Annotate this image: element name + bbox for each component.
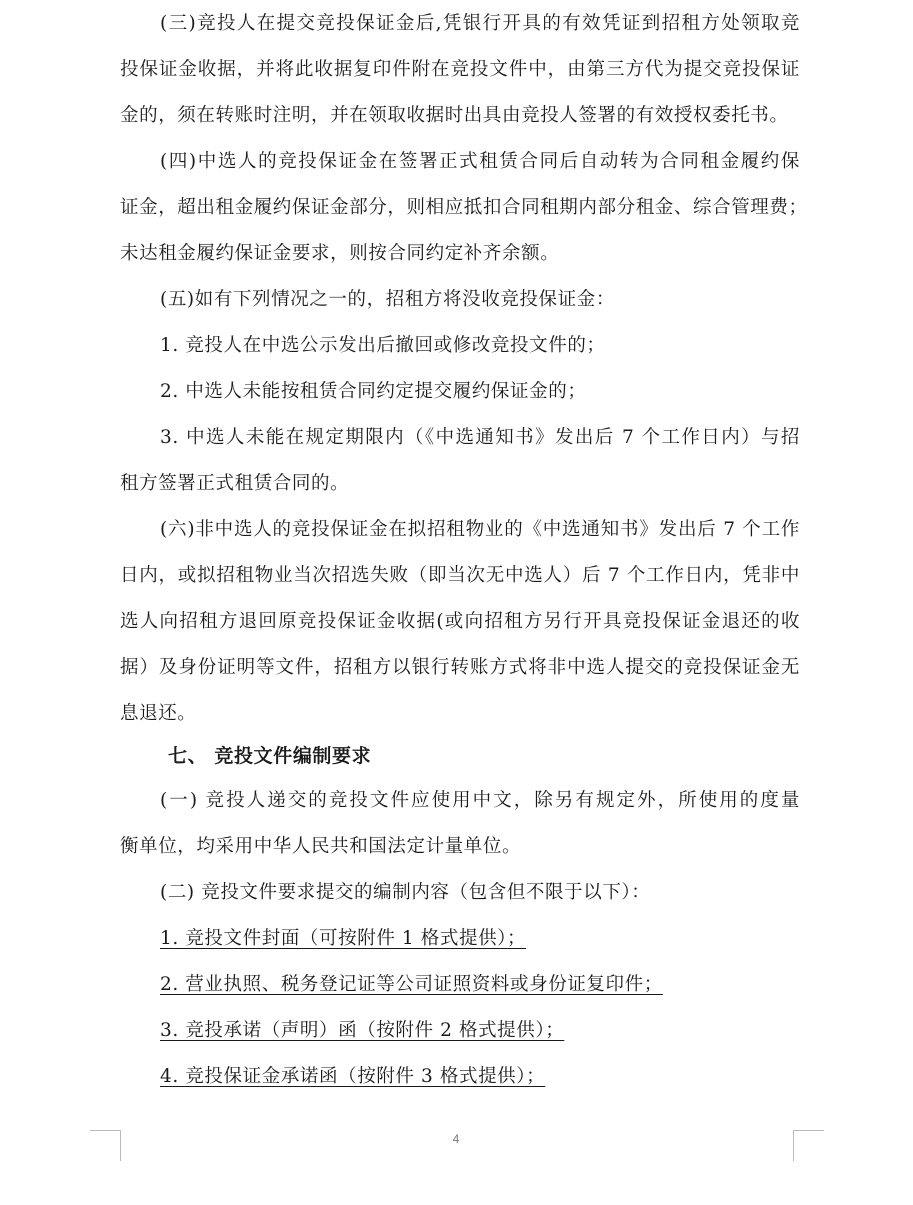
paragraph-5-item-2: 2. 中选人未能按租赁合同约定提交履约保证金的； xyxy=(160,381,587,402)
section-7-list-item-2: 2. 营业执照、税务登记证等公司证照资料或身份证复印件； xyxy=(160,974,663,995)
section-7-item-1-line-1: (一) 竞投人递交的竞投文件应使用中文，除另有规定外，所使用的度量 xyxy=(160,790,800,811)
section-7-item-2: (二) 竞投文件要求提交的编制内容（包含但不限于以下）： xyxy=(160,882,651,903)
paragraph-5-item-3-line-1: 3. 中选人未能在规定期限内（《中选通知书》发出后 7 个工作日内）与招 xyxy=(160,427,800,448)
paragraph-4-line-2: 证金，超出租金履约保证金部分，则相应抵扣合同租期内部分租金、综合管理费； xyxy=(120,197,808,218)
section-7-heading: 七、 竞投文件编制要求 xyxy=(168,745,372,767)
paragraph-6-line-3: 选人向招租方退回原竞投保证金收据(或向招租方另行开具竞投保证金退还的收 xyxy=(120,611,800,632)
paragraph-6-line-2: 日内，或拟招租物业当次招选失败（即当次无中选人）后 7 个工作日内，凭非中 xyxy=(120,565,800,586)
page-corner-mark-left xyxy=(90,1130,121,1161)
paragraph-5-line-1: (五)如有下列情况之一的，招租方将没收竞投保证金： xyxy=(160,289,615,310)
section-7-list-item-3: 3. 竞投承诺（声明）函（按附件 2 格式提供）； xyxy=(160,1020,565,1041)
section-7-list-item-4: 4. 竞投保证金承诺函（按附件 3 格式提供）； xyxy=(160,1066,546,1087)
section-7-item-1-line-2: 衡单位，均采用中华人民共和国法定计量单位。 xyxy=(120,836,522,857)
paragraph-3-line-2: 投保证金收据，并将此收据复印件附在竞投文件中，由第三方代为提交竞投保证 xyxy=(120,59,800,80)
paragraph-5-item-1: 1. 竞投人在中选公示发出后撤回或修改竞投文件的； xyxy=(160,335,606,356)
section-7-list-item-1: 1. 竞投文件封面（可按附件 1 格式提供）； xyxy=(160,928,527,949)
paragraph-3-line-1: (三)竞投人在提交竞投保证金后,凭银行开具的有效凭证到招租方处领取竞 xyxy=(160,13,800,34)
paragraph-4-line-3: 未达租金履约保证金要求，则按合同约定补齐余额。 xyxy=(120,243,560,264)
paragraph-6-line-4: 据）及身份证明等文件，招租方以银行转账方式将非中选人提交的竞投保证金无 xyxy=(120,657,800,678)
page-number: 4 xyxy=(452,1132,460,1146)
paragraph-3-line-3: 金的，须在转账时注明，并在领取收据时出具由竞投人签署的有效授权委托书。 xyxy=(120,105,789,126)
paragraph-6-line-5: 息退还。 xyxy=(120,703,197,724)
paragraph-4-line-1: (四)中选人的竞投保证金在签署正式租赁合同后自动转为合同租金履约保 xyxy=(160,151,800,172)
paragraph-5-item-3-line-2: 租方签署正式租赁合同的。 xyxy=(120,473,350,494)
paragraph-6-line-1: (六)非中选人的竞投保证金在拟招租物业的《中选通知书》发出后 7 个工作 xyxy=(160,519,800,540)
page-corner-mark-right xyxy=(793,1130,824,1161)
